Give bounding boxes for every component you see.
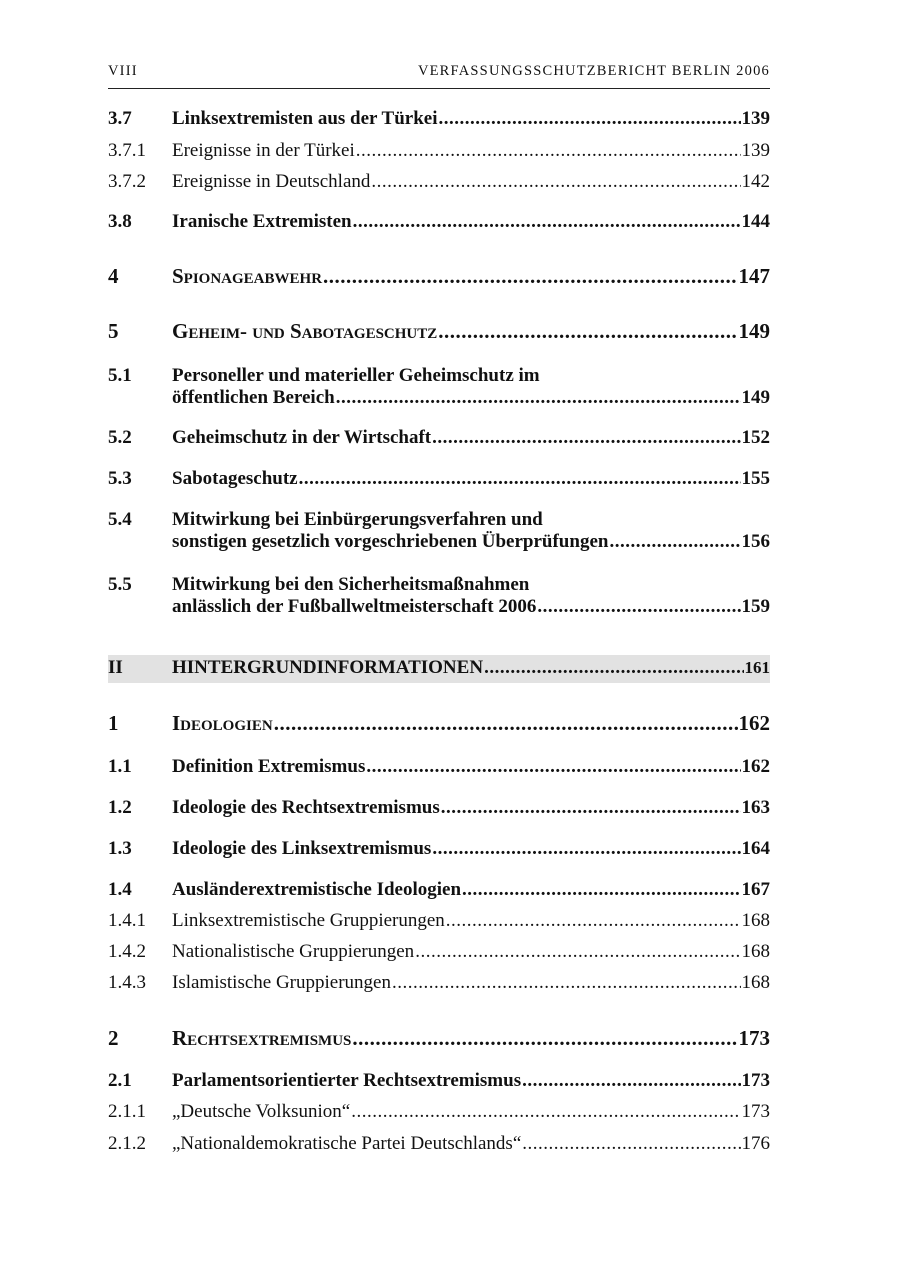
toc-entry-number: 3.7.2 <box>108 171 146 192</box>
toc-entry-number: 1.4.3 <box>108 972 146 993</box>
dot-leader <box>415 941 740 963</box>
dot-leader <box>522 1070 740 1092</box>
toc-entry-title: Sabotageschutz <box>172 468 298 489</box>
toc-entry-title: Ereignisse in Deutschland <box>172 171 371 192</box>
toc-entry-number: 4 <box>108 264 119 288</box>
toc-entry-title: öffentlichen Bereich <box>172 387 335 408</box>
toc-entry-page: 147 <box>738 264 770 288</box>
toc-entry-title: Parlamentsorientierter Rechtsextremismus <box>172 1070 522 1091</box>
toc-entry-title: Ereignisse in der Türkei <box>172 140 355 161</box>
dot-leader <box>371 171 740 193</box>
toc-entry-number: 1.3 <box>108 838 132 859</box>
dot-leader <box>352 1026 737 1051</box>
dot-leader <box>432 427 740 449</box>
toc-entry-title: Nationalistische Gruppierungen <box>172 941 415 962</box>
toc-entry-number: 5.1 <box>108 365 132 386</box>
toc-entry-number: 1 <box>108 711 119 735</box>
toc-entry-page: 176 <box>741 1133 770 1154</box>
toc-entry-page: 173 <box>738 1026 770 1050</box>
toc-entry-page: 142 <box>741 171 770 192</box>
toc-entry-number: 2.1.2 <box>108 1133 146 1154</box>
toc-entry-page: 173 <box>741 1101 770 1122</box>
dot-leader <box>323 264 737 289</box>
toc-entry-page: 167 <box>741 879 770 900</box>
toc-entry-title: Spionageabwehr <box>172 264 323 288</box>
toc-entry-page: 139 <box>741 108 770 129</box>
toc-entry-number: 1.4.1 <box>108 910 146 931</box>
toc-entry-title: Ideologien <box>172 711 273 735</box>
toc-entry-number: 2.1 <box>108 1070 132 1091</box>
toc-entry-page: 162 <box>738 711 770 735</box>
dot-leader <box>438 319 737 344</box>
toc-entry-title: Mitwirkung bei Einbürgerungsverfahren und <box>172 509 543 530</box>
toc-entry-page: 173 <box>741 1070 770 1091</box>
toc-entry-number: 1.1 <box>108 756 132 777</box>
toc-entry-number: 5.5 <box>108 574 132 595</box>
toc-entry-number: 2 <box>108 1026 119 1050</box>
toc-entry-page: 155 <box>741 468 770 489</box>
toc-entry-title: HINTERGRUNDINFORMATIONEN <box>172 657 484 678</box>
toc-entry-page: 159 <box>741 596 770 617</box>
toc-entry-page: 163 <box>741 797 770 818</box>
toc-entry-page: 152 <box>741 427 770 448</box>
toc-entry-page: 164 <box>741 838 770 859</box>
toc-entry-title: „Nationaldemokratische Partei Deutschlands“ <box>172 1133 522 1154</box>
toc-entry-title: Geheim- und Sabotageschutz <box>172 319 438 343</box>
toc-entry-title: Ausländerextremistische Ideologien <box>172 879 462 900</box>
toc-entry-number: 5 <box>108 319 119 343</box>
dot-leader <box>336 387 741 409</box>
dot-leader <box>392 972 741 994</box>
toc-entry[interactable] <box>108 655 770 683</box>
toc-entry-title: Iranische Extremisten <box>172 211 352 232</box>
toc-entry-number: 5.2 <box>108 427 132 448</box>
dot-leader <box>366 756 740 778</box>
dot-leader <box>446 910 741 932</box>
toc-entry-page: 161 <box>744 658 770 677</box>
toc-entry-title: Rechtsextremismus <box>172 1026 352 1050</box>
dot-leader <box>537 596 740 618</box>
toc-entry-page: 149 <box>738 319 770 343</box>
toc-entry-title: Geheimschutz in der Wirtschaft <box>172 427 432 448</box>
toc-entry-page: 162 <box>741 756 770 777</box>
toc-entry-title: „Deutsche Volksunion“ <box>172 1101 351 1122</box>
toc-entry-page: 144 <box>741 211 770 232</box>
toc-entry-number: 3.7.1 <box>108 140 146 161</box>
toc-entry-number: 1.2 <box>108 797 132 818</box>
toc-entry-number: 3.7 <box>108 108 132 129</box>
toc-entry-page: 139 <box>741 140 770 161</box>
toc-entry-page: 156 <box>741 531 770 552</box>
toc-entry-title: Linksextremistische Gruppierungen <box>172 910 445 931</box>
toc-entry-title: anlässlich der Fußballweltmeisterschaft 2006 <box>172 596 537 617</box>
toc-entry-number: 5.4 <box>108 509 132 530</box>
toc-entry-title: Linksextremisten aus der Türkei <box>172 108 438 129</box>
toc-entry-title: Islamistische Gruppierungen <box>172 972 391 993</box>
dot-leader <box>432 838 740 860</box>
toc-entry-title: sonstigen gesetzlich vorgeschriebenen Überprüfungen <box>172 531 609 552</box>
toc-entry-number: 1.4 <box>108 879 132 900</box>
page-number-roman: VIII <box>108 63 138 79</box>
toc-entry-title: Personeller und materieller Geheimschutz im <box>172 365 540 386</box>
toc-entry-title: Ideologie des Rechtsextremismus <box>172 797 440 818</box>
dot-leader <box>484 657 743 679</box>
dot-leader <box>522 1133 740 1155</box>
toc-entry-page: 149 <box>741 387 770 408</box>
dot-leader <box>353 211 741 233</box>
toc-entry-page: 168 <box>741 972 770 993</box>
toc-entry-number: 3.8 <box>108 211 132 232</box>
toc-entry-page: 168 <box>741 941 770 962</box>
toc-entry-title: Ideologie des Linksextremismus <box>172 838 432 859</box>
dot-leader <box>356 140 741 162</box>
dot-leader <box>351 1101 740 1123</box>
dot-leader <box>462 879 740 901</box>
dot-leader <box>274 711 738 736</box>
toc-entry-title: Mitwirkung bei den Sicherheitsmaßnahmen <box>172 574 530 595</box>
dot-leader <box>609 531 740 553</box>
dot-leader <box>299 468 741 490</box>
toc-entry-number: 5.3 <box>108 468 132 489</box>
toc-entry-page: 168 <box>741 910 770 931</box>
toc-entry-number: II <box>108 657 123 678</box>
dot-leader <box>439 108 741 130</box>
toc-entry-number: 1.4.2 <box>108 941 146 962</box>
running-title: VERFASSUNGSSCHUTZBERICHT BERLIN 2006 <box>417 63 770 79</box>
dot-leader <box>441 797 741 819</box>
toc-entry-title: Definition Extremismus <box>172 756 366 777</box>
toc-entry-number: 2.1.1 <box>108 1101 146 1122</box>
